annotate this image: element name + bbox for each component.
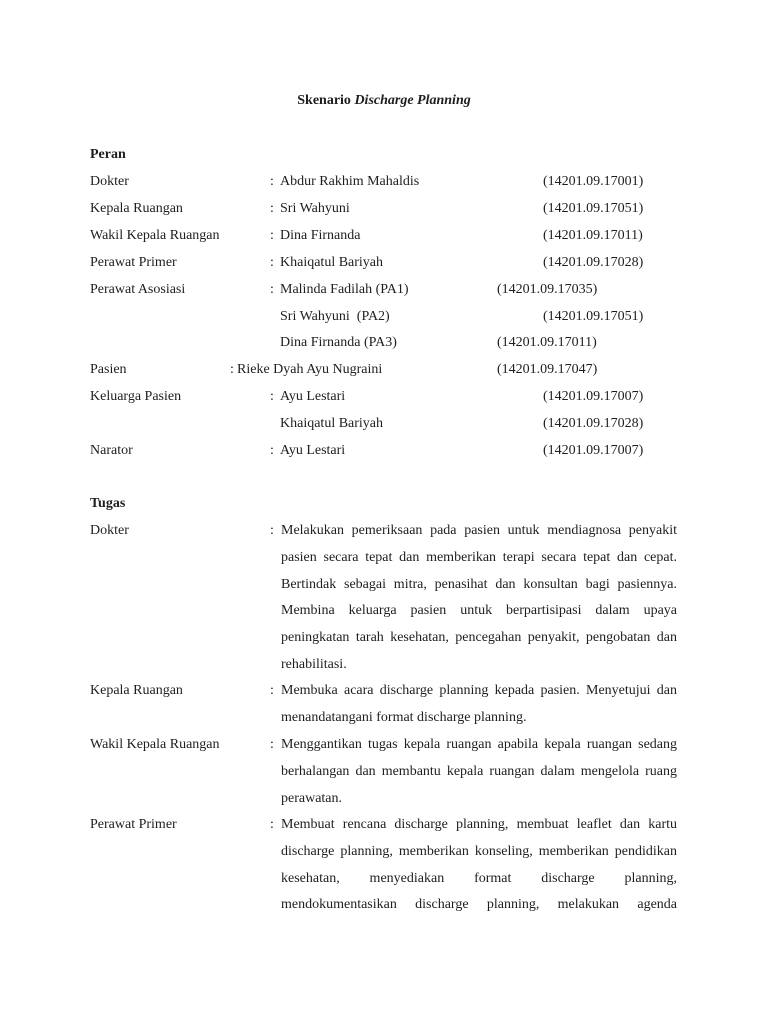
- peran-role: Perawat Asosiasi: [90, 282, 186, 297]
- peran-row: [0, 362, 768, 382]
- peran-role: Keluarga Pasien: [90, 389, 182, 404]
- peran-colon: :: [230, 362, 234, 377]
- peran-name: Khaiqatul Bariyah: [280, 255, 384, 270]
- tugas-description: Membuka acara discharge planning kepada pasien. Menyetujui dan menandatangani format discharge planning.: [281, 683, 677, 725]
- tugas-description: Membuat rencana discharge planning, membuat leaflet dan kartu discharge planning, memberikan konseling, memberikan pendidikan kesehatan, menyediakan format discharge planning, mendokumentasikan discharge planning, melakukan agenda: [281, 817, 677, 913]
- peran-row: [0, 309, 768, 329]
- tugas-description: Melakukan pemeriksaan pada pasien untuk mendiagnosa penyakit pasien secara tepat dan memberikan terapi secara tepat dan cepat. Bertindak sebagai mitra, penasihat dan konsultan bagi pasiennya. Membina keluarga pasien untuk berpartisipasi dalam upaya peningkatan tarah kesehatan, pencegahan penyakit, pengobatan dan rehabilitasi.: [281, 523, 677, 672]
- peran-nim: (14201.09.17051): [543, 201, 644, 216]
- peran-nim: (14201.09.17051): [543, 309, 644, 324]
- peran-row: [0, 335, 768, 355]
- peran-nim: (14201.09.17011): [543, 228, 643, 243]
- peran-row: [0, 201, 768, 221]
- peran-row: [0, 228, 768, 248]
- peran-colon: :: [270, 282, 274, 297]
- tugas-role: Wakil Kepala Ruangan: [90, 737, 220, 752]
- peran-role: Pasien: [90, 362, 127, 377]
- peran-name: Ayu Lestari: [280, 443, 346, 458]
- tugas-colon: :: [270, 523, 274, 538]
- peran-name: Khaiqatul Bariyah: [280, 416, 384, 431]
- tugas-description: Menggantikan tugas kepala ruangan apabila kepala ruangan sedang berhalangan dan membantu kepala ruangan dalam mengelola ruang perawatan.: [281, 737, 677, 806]
- peran-name: Sri Wahyuni: [280, 201, 350, 216]
- peran-heading: Peran: [90, 147, 126, 162]
- tugas-colon: :: [270, 737, 274, 752]
- tugas-role: Kepala Ruangan: [90, 683, 183, 698]
- title-plain: Skenario: [297, 93, 355, 108]
- tugas-colon: :: [270, 817, 274, 832]
- peran-row: [0, 255, 768, 275]
- peran-nim: (14201.09.17001): [543, 174, 644, 189]
- peran-row: [0, 416, 768, 436]
- peran-role: Perawat Primer: [90, 255, 177, 270]
- peran-row: [0, 282, 768, 302]
- document-title: [0, 93, 768, 109]
- peran-row: [0, 443, 768, 463]
- peran-name: Sri Wahyuni (PA2): [280, 309, 390, 324]
- peran-colon: :: [270, 201, 274, 216]
- peran-role: Dokter: [90, 174, 129, 189]
- peran-nim: (14201.09.17011): [497, 335, 597, 350]
- peran-nim: (14201.09.17028): [543, 255, 644, 270]
- peran-name: Malinda Fadilah (PA1): [280, 282, 409, 297]
- tugas-role: Dokter: [90, 523, 129, 538]
- peran-row: [0, 174, 768, 194]
- peran-name: Dina Firnanda: [280, 228, 361, 243]
- peran-colon: :: [270, 443, 274, 458]
- peran-nim: (14201.09.17007): [543, 443, 644, 458]
- peran-role: Wakil Kepala Ruangan: [90, 228, 220, 243]
- peran-nim: (14201.09.17035): [497, 282, 598, 297]
- peran-name: Rieke Dyah Ayu Nugraini: [237, 362, 383, 377]
- peran-row: [0, 389, 768, 409]
- peran-colon: :: [270, 228, 274, 243]
- title-italic: Discharge Planning: [354, 93, 471, 108]
- peran-name: Ayu Lestari: [280, 389, 346, 404]
- tugas-heading: Tugas: [90, 496, 126, 511]
- peran-name: Abdur Rakhim Mahaldis: [280, 174, 420, 189]
- peran-colon: :: [270, 255, 274, 270]
- peran-role: Narator: [90, 443, 133, 458]
- peran-name: Dina Firnanda (PA3): [280, 335, 397, 350]
- peran-nim: (14201.09.17028): [543, 416, 644, 431]
- tugas-role: Perawat Primer: [90, 817, 177, 832]
- peran-colon: :: [270, 389, 274, 404]
- tugas-colon: :: [270, 683, 274, 698]
- peran-nim: (14201.09.17047): [497, 362, 598, 377]
- peran-nim: (14201.09.17007): [543, 389, 644, 404]
- peran-role: Kepala Ruangan: [90, 201, 183, 216]
- peran-colon: :: [270, 174, 274, 189]
